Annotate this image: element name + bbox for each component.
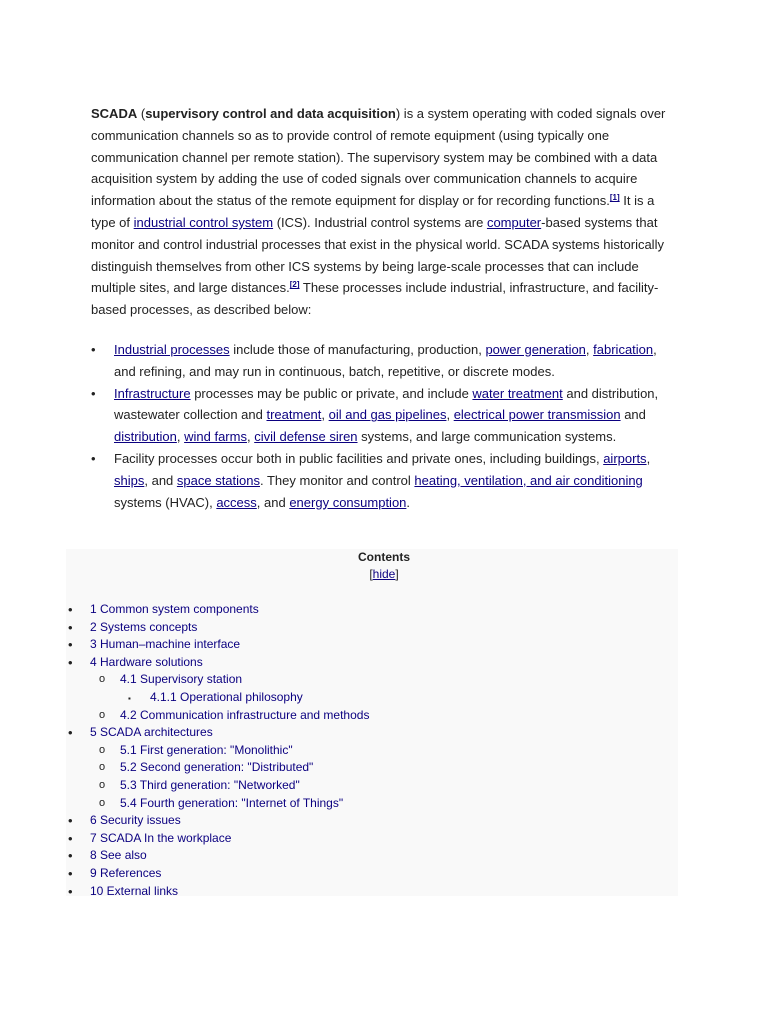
toc-bracket: ] xyxy=(395,567,399,581)
toc-list xyxy=(66,601,678,900)
toc-link[interactable]: 2 Systems concepts xyxy=(90,619,198,634)
list-text: , xyxy=(585,341,594,357)
toc-link[interactable]: 4 Hardware solutions xyxy=(90,654,203,669)
link-distribution[interactable]: distribution xyxy=(114,429,177,445)
intro-text: It is a type of xyxy=(91,193,655,230)
list-text: and xyxy=(620,407,646,423)
toc-item xyxy=(66,847,678,865)
link-energy-consumption[interactable]: energy consumption xyxy=(289,494,407,510)
intro-text: ) is a system operating with coded signals over communication channels so as to provide control of remote equipment (using typically one communication channel per remote station). The supervisory system may be combined with a data acquisition system by adding the use of coded signals over communication channels to acquire information about the status of the remote equipment for display or for recording functions. xyxy=(91,106,666,209)
list-item-infrastructure xyxy=(91,383,679,448)
list-text: systems, and large communication systems. xyxy=(357,429,617,445)
reference-link-2[interactable]: [2] xyxy=(289,280,300,290)
toc-header xyxy=(90,549,678,583)
toc-hide-link[interactable]: hide xyxy=(372,567,396,581)
link-power-generation[interactable]: power generation xyxy=(485,341,586,357)
toc-item xyxy=(66,619,678,637)
link-electrical-power-transmission[interactable]: electrical power transmission xyxy=(453,407,621,423)
toc-bullet: o xyxy=(99,708,106,721)
toc-item xyxy=(66,777,678,795)
list-text: , xyxy=(646,450,651,466)
list-text: , xyxy=(446,407,454,423)
toc-link[interactable]: 5.4 Fourth generation: "Internet of Things" xyxy=(120,795,344,810)
list-text: . xyxy=(406,494,411,510)
toc-link[interactable]: 4.1.1 Operational philosophy xyxy=(150,689,303,704)
list-text: Facility processes occur both in public facilities and private ones, including buildings, xyxy=(114,450,604,466)
link-airports[interactable]: airports xyxy=(603,450,647,466)
toc-bullet: • xyxy=(68,848,73,864)
toc-link[interactable]: 6 Security issues xyxy=(90,813,181,828)
link-ships[interactable]: ships xyxy=(114,472,145,488)
toc-bullet: • xyxy=(68,813,73,829)
link-industrial-control-system[interactable]: industrial control system xyxy=(133,214,274,230)
toc-bullet: o xyxy=(99,796,106,809)
toc-item xyxy=(66,830,678,848)
list-text: , xyxy=(321,407,329,423)
list-text: and distribution, wastewater collection and xyxy=(114,385,659,423)
toc-title: Contents xyxy=(358,550,410,564)
toc-bullet: o xyxy=(99,743,106,756)
toc-link[interactable]: 4.2 Communication infrastructure and methods xyxy=(120,707,370,722)
toc-link[interactable]: 1 Common system components xyxy=(90,602,259,616)
toc-item xyxy=(66,759,678,777)
toc-bullet: o xyxy=(99,761,106,774)
toc-item xyxy=(66,795,678,813)
list-text: , and xyxy=(144,472,177,488)
list-text: , and xyxy=(256,494,290,510)
toc-link[interactable]: 8 See also xyxy=(90,848,147,863)
intro-text: -based systems that monitor and control industrial processes that exist in the physical world. SCADA systems historically distinguish themselves from other ICS systems by being large-scale processes that can include multiple sites, and large distances. xyxy=(91,214,664,296)
link-oil-gas-pipelines[interactable]: oil and gas pipelines xyxy=(328,407,447,423)
list-text: , xyxy=(246,429,255,445)
article-body xyxy=(91,103,679,513)
list-text: , xyxy=(176,429,185,445)
toc-bullet: • xyxy=(68,865,73,881)
link-access[interactable]: access xyxy=(216,494,257,510)
term-scada: SCADA xyxy=(91,106,138,121)
toc-item xyxy=(66,707,678,725)
toc-bracket: [ xyxy=(369,567,373,581)
toc-item xyxy=(66,883,678,901)
list-item-industrial xyxy=(91,339,679,383)
intro-paragraph xyxy=(91,103,679,321)
link-hvac[interactable]: heating, ventilation, and air conditioning xyxy=(414,472,643,488)
list-text: systems (HVAC), xyxy=(114,494,217,510)
reference-1 xyxy=(610,193,620,202)
toc-item xyxy=(66,812,678,830)
toc-link[interactable]: 3 Human–machine interface xyxy=(90,637,241,652)
link-industrial-processes[interactable]: Industrial processes xyxy=(114,341,230,357)
toc-item xyxy=(66,742,678,760)
toc-bullet: • xyxy=(68,654,73,670)
toc-bullet: • xyxy=(68,883,73,899)
reference-link-1[interactable]: [1] xyxy=(609,193,620,203)
toc-bullet: • xyxy=(68,619,73,635)
toc-link[interactable]: 10 External links xyxy=(90,883,179,898)
toc-link[interactable]: 5.3 Third generation: "Networked" xyxy=(120,777,300,792)
process-list xyxy=(91,339,679,513)
link-infrastructure[interactable]: Infrastructure xyxy=(114,385,191,401)
toc-bullet: • xyxy=(68,637,73,653)
toc-link[interactable]: 5 SCADA architectures xyxy=(90,725,213,740)
toc-link[interactable]: 5.2 Second generation: "Distributed" xyxy=(120,760,314,775)
list-item-facility xyxy=(91,448,679,513)
toc-link[interactable]: 5.1 First generation: "Monolithic" xyxy=(120,742,293,757)
toc-item xyxy=(66,865,678,883)
toc-bullet: o xyxy=(99,673,106,686)
toc-link[interactable]: 9 References xyxy=(90,865,162,880)
toc-item xyxy=(66,654,678,672)
term-expansion: supervisory control and data acquisition xyxy=(145,106,396,121)
list-text: , and refining, and may run in continuous, batch, repetitive, or discrete modes. xyxy=(114,341,657,379)
link-space-stations[interactable]: space stations xyxy=(176,472,260,488)
toc-bullet: • xyxy=(68,830,73,846)
link-wind-farms[interactable]: wind farms xyxy=(184,429,247,445)
toc-link[interactable]: 4.1 Supervisory station xyxy=(120,672,243,687)
toc-toggle xyxy=(90,566,678,583)
intro-text: ( xyxy=(137,106,146,121)
link-civil-defense-siren[interactable]: civil defense siren xyxy=(254,429,358,445)
toc-bullet: • xyxy=(68,602,73,617)
link-treatment[interactable]: treatment xyxy=(266,407,322,423)
toc-item xyxy=(66,671,678,689)
list-text: include those of manufacturing, production, xyxy=(229,341,486,357)
toc-item xyxy=(66,601,678,619)
toc-item xyxy=(66,724,678,742)
toc-bullet: ▪ xyxy=(128,693,131,703)
intro-text: These processes include industrial, infrastructure, and facility-based processes, as described below: xyxy=(91,280,659,318)
reference-2 xyxy=(290,280,300,289)
link-water-treatment[interactable]: water treatment xyxy=(472,385,563,401)
intro-text: (ICS). Industrial control systems are xyxy=(273,214,487,230)
toc-item xyxy=(66,636,678,654)
link-fabrication[interactable]: fabrication xyxy=(593,341,654,357)
toc-bullet: • xyxy=(68,725,73,741)
list-text: . They monitor and control xyxy=(260,472,415,488)
toc-item xyxy=(66,689,678,707)
link-computer[interactable]: computer xyxy=(486,214,542,230)
list-text: processes may be public or private, and include xyxy=(190,385,473,401)
toc-link[interactable]: 7 SCADA In the workplace xyxy=(90,830,232,845)
toc-bullet: o xyxy=(99,778,106,791)
